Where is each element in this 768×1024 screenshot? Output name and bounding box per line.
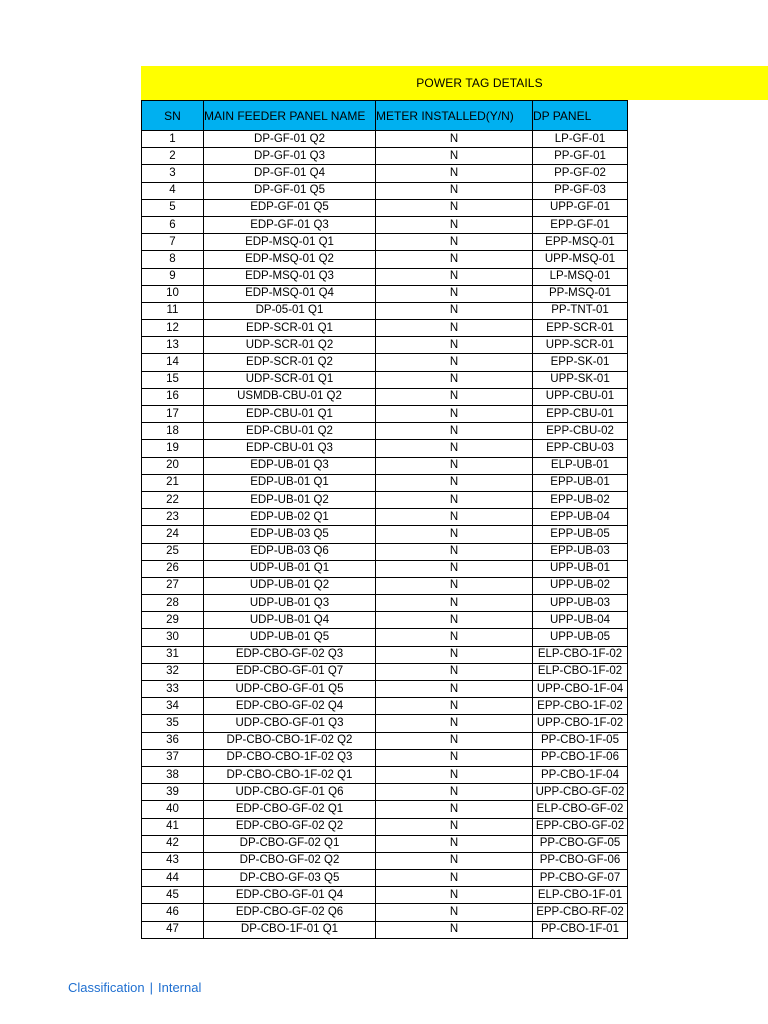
cell-dp-panel: PP-GF-03 [533, 182, 628, 199]
table-row [142, 629, 628, 646]
cell-main-feeder-panel-name: EDP-UB-01 Q1 [204, 474, 376, 491]
cell-sn: 43 [142, 852, 204, 869]
cell-dp-panel: LP-MSQ-01 [533, 268, 628, 285]
cell-main-feeder-panel-name: EDP-MSQ-01 Q4 [204, 285, 376, 302]
cell-meter-installed: N [376, 216, 533, 233]
cell-main-feeder-panel-name: EDP-CBO-GF-02 Q1 [204, 801, 376, 818]
cell-main-feeder-panel-name: EDP-GF-01 Q3 [204, 216, 376, 233]
cell-meter-installed: N [376, 491, 533, 508]
table-row [142, 509, 628, 526]
cell-main-feeder-panel-name: EDP-MSQ-01 Q1 [204, 234, 376, 251]
cell-meter-installed: N [376, 749, 533, 766]
cell-dp-panel: EPP-UB-03 [533, 543, 628, 560]
cell-sn: 38 [142, 766, 204, 783]
table-row [142, 887, 628, 904]
cell-dp-panel: UPP-UB-03 [533, 595, 628, 612]
table-row [142, 681, 628, 698]
cell-dp-panel: EPP-CBO-1F-02 [533, 698, 628, 715]
table-row [142, 612, 628, 629]
cell-meter-installed: N [376, 148, 533, 165]
cell-dp-panel: UPP-MSQ-01 [533, 251, 628, 268]
cell-dp-panel: PP-CBO-1F-05 [533, 732, 628, 749]
cell-meter-installed: N [376, 354, 533, 371]
cell-dp-panel: UPP-UB-04 [533, 612, 628, 629]
table-row [142, 268, 628, 285]
title-banner [141, 66, 768, 100]
cell-main-feeder-panel-name: UDP-UB-01 Q3 [204, 595, 376, 612]
cell-sn: 3 [142, 165, 204, 182]
table-row [142, 715, 628, 732]
cell-dp-panel: LP-GF-01 [533, 131, 628, 148]
cell-main-feeder-panel-name: DP-CBO-GF-02 Q1 [204, 835, 376, 852]
cell-dp-panel: EPP-CBU-01 [533, 406, 628, 423]
page-title: POWER TAG DETAILS [416, 76, 543, 90]
cell-sn: 23 [142, 509, 204, 526]
cell-main-feeder-panel-name: EDP-CBO-GF-02 Q6 [204, 904, 376, 921]
cell-main-feeder-panel-name: UDP-UB-01 Q5 [204, 629, 376, 646]
cell-sn: 19 [142, 440, 204, 457]
table-row [142, 921, 628, 938]
cell-meter-installed: N [376, 595, 533, 612]
cell-main-feeder-panel-name: EDP-MSQ-01 Q2 [204, 251, 376, 268]
cell-meter-installed: N [376, 715, 533, 732]
cell-sn: 16 [142, 388, 204, 405]
cell-dp-panel: EPP-UB-05 [533, 526, 628, 543]
classification-label: Classification [68, 980, 145, 995]
cell-sn: 27 [142, 577, 204, 594]
cell-dp-panel: PP-CBO-GF-05 [533, 835, 628, 852]
cell-sn: 1 [142, 131, 204, 148]
table-row [142, 801, 628, 818]
cell-main-feeder-panel-name: EDP-CBU-01 Q3 [204, 440, 376, 457]
cell-dp-panel: UPP-CBO-GF-02 [533, 784, 628, 801]
cell-main-feeder-panel-name: EDP-MSQ-01 Q3 [204, 268, 376, 285]
cell-meter-installed: N [376, 388, 533, 405]
cell-meter-installed: N [376, 302, 533, 319]
cell-meter-installed: N [376, 612, 533, 629]
cell-main-feeder-panel-name: USMDB-CBU-01 Q2 [204, 388, 376, 405]
cell-main-feeder-panel-name: EDP-UB-01 Q2 [204, 491, 376, 508]
cell-dp-panel: EPP-UB-01 [533, 474, 628, 491]
cell-dp-panel: EPP-UB-02 [533, 491, 628, 508]
cell-sn: 31 [142, 646, 204, 663]
table-row [142, 543, 628, 560]
table-row [142, 526, 628, 543]
cell-main-feeder-panel-name: EDP-SCR-01 Q1 [204, 320, 376, 337]
cell-meter-installed: N [376, 268, 533, 285]
table-row [142, 732, 628, 749]
cell-main-feeder-panel-name: UDP-CBO-GF-01 Q3 [204, 715, 376, 732]
cell-sn: 32 [142, 663, 204, 680]
cell-main-feeder-panel-name: UDP-CBO-GF-01 Q6 [204, 784, 376, 801]
cell-dp-panel: UPP-UB-02 [533, 577, 628, 594]
cell-main-feeder-panel-name: EDP-CBO-GF-02 Q3 [204, 646, 376, 663]
cell-main-feeder-panel-name: DP-CBO-CBO-1F-02 Q1 [204, 766, 376, 783]
cell-sn: 45 [142, 887, 204, 904]
cell-meter-installed: N [376, 526, 533, 543]
cell-main-feeder-panel-name: EDP-GF-01 Q5 [204, 199, 376, 216]
cell-main-feeder-panel-name: EDP-UB-03 Q6 [204, 543, 376, 560]
cell-meter-installed: N [376, 646, 533, 663]
cell-meter-installed: N [376, 681, 533, 698]
cell-dp-panel: PP-CBO-GF-07 [533, 870, 628, 887]
cell-meter-installed: N [376, 337, 533, 354]
cell-sn: 34 [142, 698, 204, 715]
cell-dp-panel: ELP-CBO-1F-02 [533, 646, 628, 663]
cell-sn: 41 [142, 818, 204, 835]
table-row [142, 491, 628, 508]
cell-sn: 44 [142, 870, 204, 887]
cell-main-feeder-panel-name: EDP-CBO-GF-01 Q7 [204, 663, 376, 680]
cell-meter-installed: N [376, 904, 533, 921]
cell-sn: 14 [142, 354, 204, 371]
cell-meter-installed: N [376, 732, 533, 749]
cell-meter-installed: N [376, 285, 533, 302]
table-row [142, 560, 628, 577]
table-row [142, 784, 628, 801]
cell-main-feeder-panel-name: UDP-UB-01 Q2 [204, 577, 376, 594]
table-row [142, 423, 628, 440]
cell-meter-installed: N [376, 887, 533, 904]
table-row [142, 320, 628, 337]
cell-sn: 8 [142, 251, 204, 268]
table-row [142, 337, 628, 354]
cell-sn: 26 [142, 560, 204, 577]
table-row [142, 577, 628, 594]
cell-meter-installed: N [376, 199, 533, 216]
table-row [142, 818, 628, 835]
table-row [142, 870, 628, 887]
cell-meter-installed: N [376, 577, 533, 594]
cell-main-feeder-panel-name: EDP-CBO-GF-01 Q4 [204, 887, 376, 904]
cell-meter-installed: N [376, 440, 533, 457]
table-row [142, 354, 628, 371]
cell-dp-panel: UPP-CBO-1F-04 [533, 681, 628, 698]
classification-separator: | [149, 980, 153, 995]
cell-sn: 11 [142, 302, 204, 319]
cell-main-feeder-panel-name: EDP-CBU-01 Q1 [204, 406, 376, 423]
cell-dp-panel: EPP-GF-01 [533, 216, 628, 233]
table-row [142, 457, 628, 474]
cell-meter-installed: N [376, 474, 533, 491]
cell-dp-panel: EPP-CBU-02 [533, 423, 628, 440]
table-row [142, 835, 628, 852]
cell-sn: 17 [142, 406, 204, 423]
table-row [142, 199, 628, 216]
cell-meter-installed: N [376, 629, 533, 646]
cell-dp-panel: UPP-CBO-1F-02 [533, 715, 628, 732]
table-row [142, 766, 628, 783]
cell-sn: 40 [142, 801, 204, 818]
cell-dp-panel: PP-CBO-GF-06 [533, 852, 628, 869]
cell-main-feeder-panel-name: EDP-CBO-GF-02 Q4 [204, 698, 376, 715]
table-row [142, 852, 628, 869]
cell-meter-installed: N [376, 543, 533, 560]
cell-meter-installed: N [376, 870, 533, 887]
header-meter-installed: METER INSTALLED(Y/N) [376, 101, 533, 131]
cell-meter-installed: N [376, 784, 533, 801]
cell-dp-panel: EPP-CBU-03 [533, 440, 628, 457]
cell-dp-panel: UPP-SCR-01 [533, 337, 628, 354]
cell-sn: 37 [142, 749, 204, 766]
cell-meter-installed: N [376, 852, 533, 869]
cell-meter-installed: N [376, 182, 533, 199]
cell-sn: 10 [142, 285, 204, 302]
cell-meter-installed: N [376, 766, 533, 783]
cell-sn: 6 [142, 216, 204, 233]
table-row [142, 234, 628, 251]
cell-dp-panel: EPP-UB-04 [533, 509, 628, 526]
cell-main-feeder-panel-name: DP-CBO-GF-02 Q2 [204, 852, 376, 869]
table-row [142, 663, 628, 680]
cell-dp-panel: EPP-SCR-01 [533, 320, 628, 337]
table-row [142, 371, 628, 388]
cell-main-feeder-panel-name: EDP-UB-01 Q3 [204, 457, 376, 474]
table-row [142, 646, 628, 663]
cell-sn: 4 [142, 182, 204, 199]
cell-sn: 13 [142, 337, 204, 354]
cell-main-feeder-panel-name: DP-GF-01 Q5 [204, 182, 376, 199]
cell-dp-panel: EPP-SK-01 [533, 354, 628, 371]
cell-sn: 35 [142, 715, 204, 732]
cell-main-feeder-panel-name: DP-GF-01 Q2 [204, 131, 376, 148]
cell-main-feeder-panel-name: UDP-SCR-01 Q2 [204, 337, 376, 354]
cell-sn: 5 [142, 199, 204, 216]
table-row [142, 749, 628, 766]
cell-dp-panel: UPP-CBU-01 [533, 388, 628, 405]
cell-sn: 42 [142, 835, 204, 852]
cell-meter-installed: N [376, 131, 533, 148]
table-row [142, 474, 628, 491]
cell-main-feeder-panel-name: DP-05-01 Q1 [204, 302, 376, 319]
cell-main-feeder-panel-name: DP-GF-01 Q3 [204, 148, 376, 165]
cell-main-feeder-panel-name: UDP-CBO-GF-01 Q5 [204, 681, 376, 698]
cell-meter-installed: N [376, 251, 533, 268]
table-body [142, 131, 628, 939]
cell-meter-installed: N [376, 234, 533, 251]
cell-sn: 30 [142, 629, 204, 646]
cell-sn: 29 [142, 612, 204, 629]
cell-main-feeder-panel-name: UDP-UB-01 Q4 [204, 612, 376, 629]
table-row [142, 388, 628, 405]
cell-dp-panel: UPP-GF-01 [533, 199, 628, 216]
cell-dp-panel: ELP-UB-01 [533, 457, 628, 474]
cell-dp-panel: EPP-MSQ-01 [533, 234, 628, 251]
cell-meter-installed: N [376, 801, 533, 818]
cell-sn: 36 [142, 732, 204, 749]
cell-dp-panel: ELP-CBO-GF-02 [533, 801, 628, 818]
cell-main-feeder-panel-name: DP-CBO-GF-03 Q5 [204, 870, 376, 887]
cell-meter-installed: N [376, 663, 533, 680]
cell-sn: 18 [142, 423, 204, 440]
table-row [142, 148, 628, 165]
cell-main-feeder-panel-name: DP-CBO-1F-01 Q1 [204, 921, 376, 938]
cell-sn: 9 [142, 268, 204, 285]
cell-dp-panel: ELP-CBO-1F-02 [533, 663, 628, 680]
cell-main-feeder-panel-name: DP-CBO-CBO-1F-02 Q3 [204, 749, 376, 766]
cell-dp-panel: UPP-UB-05 [533, 629, 628, 646]
cell-dp-panel: PP-GF-02 [533, 165, 628, 182]
table-row [142, 285, 628, 302]
table-row [142, 440, 628, 457]
cell-meter-installed: N [376, 509, 533, 526]
header-sn: SN [142, 101, 204, 131]
cell-meter-installed: N [376, 371, 533, 388]
cell-sn: 22 [142, 491, 204, 508]
cell-sn: 28 [142, 595, 204, 612]
cell-main-feeder-panel-name: EDP-CBO-GF-02 Q2 [204, 818, 376, 835]
cell-sn: 15 [142, 371, 204, 388]
classification-value: Internal [157, 980, 202, 995]
cell-sn: 47 [142, 921, 204, 938]
cell-dp-panel: PP-CBO-1F-06 [533, 749, 628, 766]
table-row [142, 165, 628, 182]
cell-meter-installed: N [376, 921, 533, 938]
cell-sn: 33 [142, 681, 204, 698]
cell-meter-installed: N [376, 423, 533, 440]
cell-main-feeder-panel-name: EDP-CBU-01 Q2 [204, 423, 376, 440]
table-row [142, 904, 628, 921]
header-row [142, 101, 628, 131]
cell-sn: 25 [142, 543, 204, 560]
cell-sn: 2 [142, 148, 204, 165]
classification-footer [68, 980, 201, 995]
cell-main-feeder-panel-name: UDP-UB-01 Q1 [204, 560, 376, 577]
cell-sn: 7 [142, 234, 204, 251]
cell-sn: 12 [142, 320, 204, 337]
header-dp-panel: DP PANEL [533, 101, 628, 131]
cell-sn: 46 [142, 904, 204, 921]
cell-main-feeder-panel-name: EDP-UB-03 Q5 [204, 526, 376, 543]
cell-meter-installed: N [376, 457, 533, 474]
cell-dp-panel: EPP-CBO-RF-02 [533, 904, 628, 921]
cell-dp-panel: PP-CBO-1F-01 [533, 921, 628, 938]
cell-dp-panel: ELP-CBO-1F-01 [533, 887, 628, 904]
table-row [142, 302, 628, 319]
cell-main-feeder-panel-name: DP-GF-01 Q4 [204, 165, 376, 182]
cell-main-feeder-panel-name: EDP-UB-02 Q1 [204, 509, 376, 526]
cell-sn: 24 [142, 526, 204, 543]
cell-sn: 20 [142, 457, 204, 474]
cell-dp-panel: UPP-SK-01 [533, 371, 628, 388]
cell-main-feeder-panel-name: DP-CBO-CBO-1F-02 Q2 [204, 732, 376, 749]
table-row [142, 251, 628, 268]
table-row [142, 698, 628, 715]
cell-dp-panel: EPP-CBO-GF-02 [533, 818, 628, 835]
cell-main-feeder-panel-name: EDP-SCR-01 Q2 [204, 354, 376, 371]
table-row [142, 182, 628, 199]
cell-meter-installed: N [376, 835, 533, 852]
table-row [142, 406, 628, 423]
cell-meter-installed: N [376, 698, 533, 715]
table-row [142, 216, 628, 233]
cell-dp-panel: PP-MSQ-01 [533, 285, 628, 302]
power-tag-table [141, 100, 628, 939]
cell-sn: 21 [142, 474, 204, 491]
cell-dp-panel: UPP-UB-01 [533, 560, 628, 577]
cell-dp-panel: PP-TNT-01 [533, 302, 628, 319]
cell-meter-installed: N [376, 406, 533, 423]
cell-sn: 39 [142, 784, 204, 801]
cell-meter-installed: N [376, 165, 533, 182]
cell-meter-installed: N [376, 818, 533, 835]
cell-meter-installed: N [376, 560, 533, 577]
header-main-feeder-panel-name: MAIN FEEDER PANEL NAME [204, 101, 376, 131]
cell-dp-panel: PP-CBO-1F-04 [533, 766, 628, 783]
table-row [142, 131, 628, 148]
table-row [142, 595, 628, 612]
cell-dp-panel: PP-GF-01 [533, 148, 628, 165]
cell-main-feeder-panel-name: UDP-SCR-01 Q1 [204, 371, 376, 388]
cell-meter-installed: N [376, 320, 533, 337]
